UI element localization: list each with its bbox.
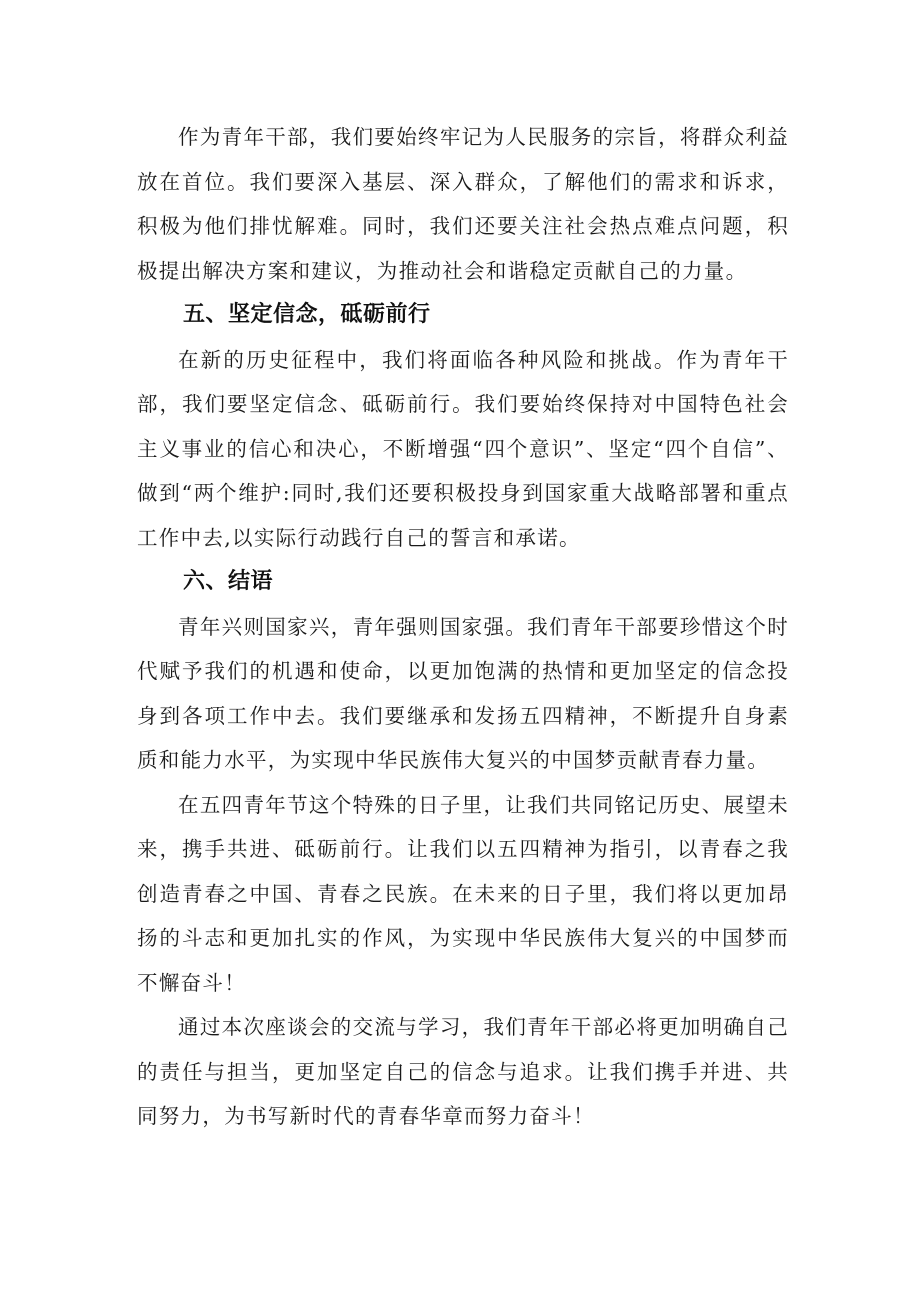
section-heading-five: 五、坚定信念，砥砺前行 [183,302,431,327]
paragraph: 青年兴则国家兴，青年强则国家强。我们青年干部要珍惜这个时代赋予我们的机遇和使命，以更加饱满的热情和更加坚定的信念投身到各项工作中去。我们要继承和发扬五四精神，不断提升自身素质和能力水平，为实现中华民族伟大复兴的中国梦贡献青春力量。 [137,614,789,772]
paragraph: 通过本次座谈会的交流与学习，我们青年干部必将更加明确自己的责任与担当，更加坚定自己的信念与追求。让我们携手并进、共同努力，为书写新时代的青春华章而努力奋斗！ [137,1015,789,1128]
document-body [137,115,789,1139]
paragraph: 作为青年干部，我们要始终牢记为人民服务的宗旨，将群众利益放在首位。我们要深入基层、深入群众，了解他们的需求和诉求，积极为他们排忧解难。同时，我们还要关注社会热点难点问题，积极提出解决方案和建议，为推动社会和谐稳定贡献自己的力量。 [137,125,789,283]
paragraph: 在新的历史征程中，我们将面临各种风险和挑战。作为青年干部，我们要坚定信念、砥砺前行。我们要始终保持对中国特色社会主义事业的信心和决心，不断增强“四个意识”、坚定“四个自信”、做到“两个维护:同时,我们还要积极投身到国家重大战略部署和重点工作中去,以实际行动践行自己的誓言和承诺。 [137,347,789,550]
section-heading-six: 六、结语 [183,569,274,594]
paragraph: 在五四青年节这个特殊的日子里，让我们共同铭记历史、展望未来，携手共进、砥砺前行。让我们以五四精神为指引，以青春之我创造青春之中国、青春之民族。在未来的日子里，我们将以更加昂扬的斗志和更加扎实的作风，为实现中华民族伟大复兴的中国梦而不懈奋斗！ [137,792,789,995]
